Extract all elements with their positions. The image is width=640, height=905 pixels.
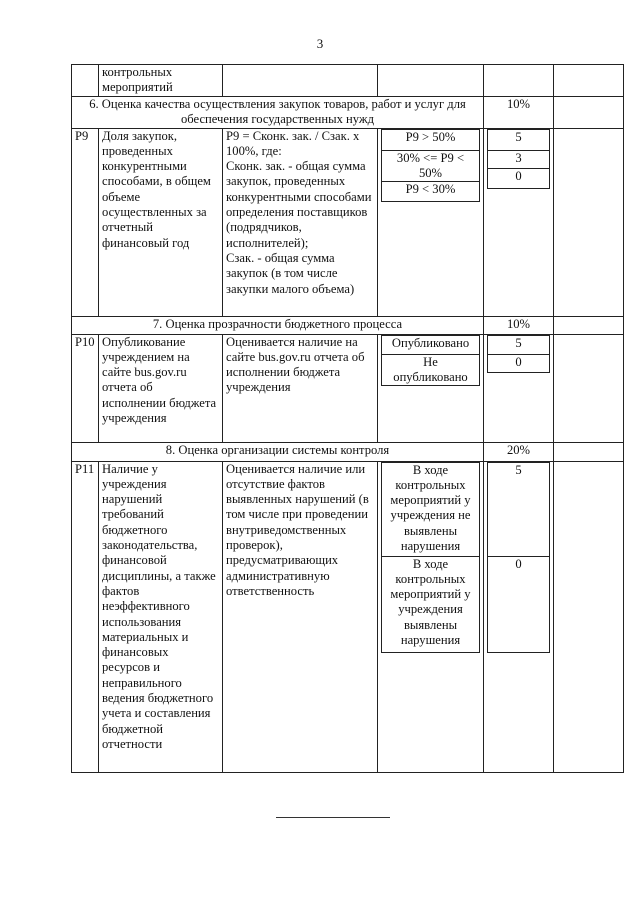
indicator-scores (484, 128, 554, 316)
section-row-7 (72, 316, 624, 334)
indicator-formula: Р9 = Сконк. зак. / Сзак. х 100%, где: Сконк. зак. - общая сумма закупок, проведенных конкурентными способами определения поставщиков (подрядчиков, исполнителей); Сзак. - общая сумма закупок (в том числе закупки малого объема) (223, 128, 378, 316)
score: 5 (488, 335, 550, 354)
condition: 30% <= Р9 < 50% (382, 150, 480, 182)
indicator-scores (484, 461, 554, 772)
indicator-code: Р9 (72, 128, 99, 316)
code-cell-empty (72, 65, 99, 97)
section-weight: 10% (484, 97, 554, 129)
score: 0 (488, 556, 550, 652)
score: 0 (488, 354, 550, 372)
indicator-conditions (378, 128, 484, 316)
section-title: 6. Оценка качества осуществления закупок товаров, работ и услуг для обеспечения государственных нужд (72, 97, 484, 129)
indicator-code: Р11 (72, 461, 99, 772)
indicator-row-p9 (72, 128, 624, 316)
footer-rule (276, 817, 390, 818)
continuation-text: контрольных мероприятий (99, 65, 223, 97)
section-title: 8. Оценка организации системы контроля (72, 442, 484, 461)
condition: Опубликовано (382, 335, 480, 354)
indicator-formula: Оценивается наличие или отсутствие фактов выявленных нарушений (в том числе при проведении внутриведомственных проверок), предусматривающих административную ответственность (223, 461, 378, 772)
condition: В ходе контрольных мероприятий у учреждения выявлены нарушения (382, 556, 480, 652)
section-row-8 (72, 442, 624, 461)
indicator-formula: Оценивается наличие на сайте bus.gov.ru отчета об исполнении бюджета учреждения (223, 334, 378, 442)
condition: В ходе контрольных мероприятий у учреждения не выявлены нарушения (382, 462, 480, 556)
section-weight: 20% (484, 442, 554, 461)
indicator-name: Доля закупок, проведенных конкурентными способами, в общем объеме осуществленных за отчетный финансовый год (99, 128, 223, 316)
continuation-row (72, 65, 624, 97)
indicators-table (71, 64, 624, 773)
indicator-row-p11 (72, 461, 624, 772)
condition: Р9 > 50% (382, 129, 480, 150)
score: 5 (488, 129, 550, 150)
section-weight: 10% (484, 316, 554, 334)
section-row-6 (72, 97, 624, 129)
indicator-conditions (378, 461, 484, 772)
indicator-conditions (378, 334, 484, 442)
score: 0 (488, 168, 550, 188)
condition: Не опубликовано (382, 354, 480, 386)
page-number: 3 (316, 36, 324, 51)
indicator-code: Р10 (72, 334, 99, 442)
indicator-row-p10 (72, 334, 624, 442)
condition: Р9 < 30% (382, 182, 480, 202)
indicator-scores (484, 334, 554, 442)
score: 5 (488, 462, 550, 556)
indicator-name: Наличие у учреждения нарушений требований бюджетного законодательства, финансовой дисциплины, а также фактов неэффективного использования материальных и финансовых ресурсов и неправильного ведения бюджетного учета и составления бюджетной отчетности (99, 461, 223, 772)
score: 3 (488, 150, 550, 168)
indicator-name: Опубликование учреждением на сайте bus.gov.ru отчета об исполнении бюджета учреждения (99, 334, 223, 442)
section-title: 7. Оценка прозрачности бюджетного процесса (72, 316, 484, 334)
